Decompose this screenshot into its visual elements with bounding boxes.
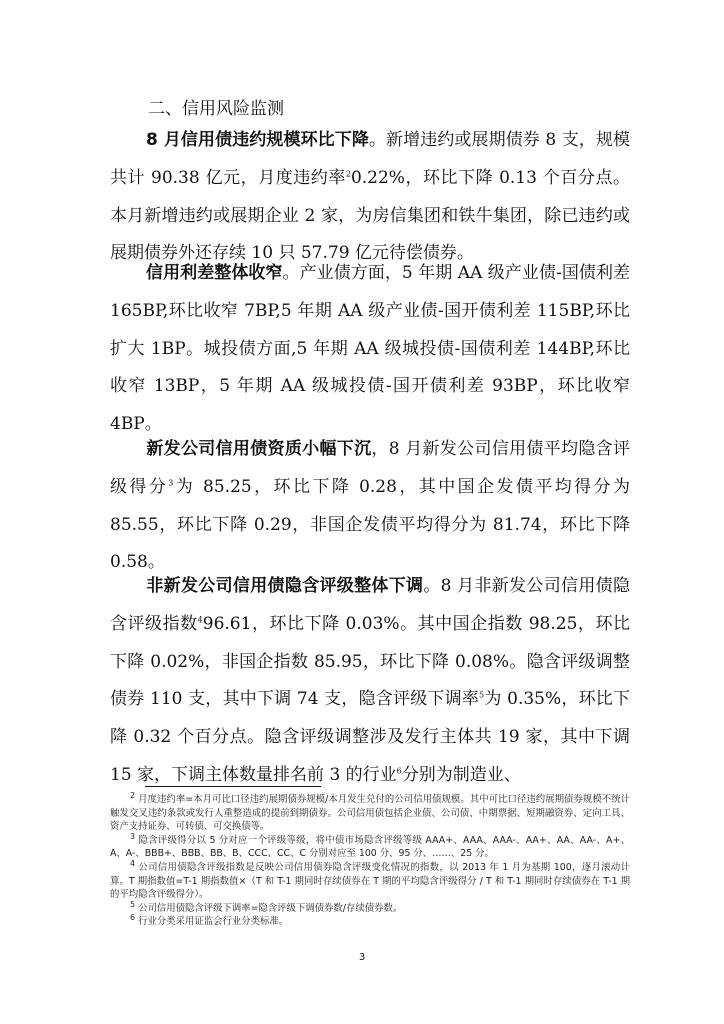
footnote-text: 公司信用债隐含评级指数是反映公司信用债券隐含评级变化情况的指数，以 2013 年 1 月为基期 100，逐月滚动计算。T 期指数值=T-1 期指数值×（T 和 T-1 期同时存续债券在 T 期的平均隐含评级得分 / T 和 T-1 期同时存续债券在 T-1 期的平均隐含评级得分）。: [110, 861, 630, 901]
footnote-ref[interactable]: 4: [197, 615, 203, 625]
footnote-ref[interactable]: 5: [479, 690, 485, 700]
footnote-text: 公司信用债隐含评级下调率=隐含评级下调债券数/存续债券数。: [135, 902, 403, 914]
paragraph-lead: 新发公司信用债资质小幅下沉: [146, 439, 372, 459]
footnote: [110, 899, 630, 916]
footnotes: [110, 790, 630, 929]
footnote-mark: 4: [130, 858, 136, 868]
paragraph-text: 分别为制造业、: [401, 764, 521, 785]
footnote: [110, 858, 630, 902]
paragraph-text: ，8 月新发公司信用债平均隐含评级得分: [110, 439, 630, 497]
paragraph-text: 96.61，环比下降 0.03%。其中国企指数 98.25，环比下降 0.02%，非国企指数 85.95，环比下降 0.08%。隐含评级调整债券 110 支，其中下调 74 支，隐含评级下调率: [110, 613, 630, 710]
paragraph-text: 。产业债方面，5 年期 AA 级产业债-国债利差 165BP,环比收窄 7BP,5 年期 AA 级产业债-国开债利差 115BP,环比扩大 1BP。城投债方面,5 年期 AA 级城投债-国债利差 144BP,环比收窄 13BP，5 年期 AA 级城投债-国开债利差 93BP，环比收窄 4BP。: [110, 263, 631, 435]
footnote-text: 隐含评级得分以 5 分对应一个评级等级，将中债市场隐含评级等级 AAA+、AAA、AAA-、AA+、AA、AA-、A+、A、A-、BBB+、BBB、BB、B、CCC、CC、C 分别对应至 100 分、95 分、……、25 分。: [110, 834, 630, 860]
footnote: [110, 915, 630, 929]
paragraph-lead: 8 月信用债违约规模环比下降: [146, 130, 369, 150]
footnote-mark: 2: [130, 790, 136, 800]
footnote-ref[interactable]: 3: [168, 478, 174, 488]
footnote-ref[interactable]: 2: [345, 169, 351, 179]
paragraph-credit-spread: [110, 255, 630, 444]
paragraph-lead: 非新发公司信用债隐含评级整体下调: [146, 576, 424, 596]
paragraph-text: 为 0.35%，环比下降 0.32 个百分点。隐含评级调整涉及发行主体共 19 家，其中下调 15 家，下调主体数量排名前 3 的行业: [110, 689, 630, 785]
paragraph-text: 。新增违约或展期债券 8 支，规模共计 90.38 亿元，月度违约率: [110, 130, 630, 188]
paragraph-text: 0.22%，环比下降 0.13 个百分点。本月新增违约或展期企业 2 家，为房信集团和铁牛集团，除已违约或展期债券外还存续 10 只 57.79 亿元待偿债券。: [110, 167, 630, 264]
footnote: [110, 831, 630, 861]
paragraph-text: 为 85.25，环比下降 0.28，其中国企发债平均得分为 85.55，环比下降 0.29，非国企发债平均得分为 81.74，环比下降 0.58。: [110, 476, 631, 573]
paragraph-text: 。8 月非新发公司信用债隐含评级指数: [110, 576, 630, 634]
footnote-mark: 3: [130, 831, 136, 841]
paragraph-implied-rating: [110, 568, 630, 795]
paragraph-default-scale: [110, 122, 630, 273]
section-heading: 二、信用风险监测: [148, 99, 284, 119]
footnote-divider: [145, 786, 321, 787]
footnote-ref[interactable]: 6: [396, 766, 402, 776]
footnote-text: 行业分类采用证监会行业分类标准。: [135, 916, 289, 928]
page-number: 3: [358, 952, 366, 963]
footnote-mark: 5: [130, 899, 136, 909]
paragraph-new-issue-quality: [110, 431, 630, 582]
footnote-mark: 6: [130, 913, 136, 923]
footnote: [110, 790, 630, 834]
paragraph-lead: 信用利差整体收窄: [146, 263, 283, 283]
footnote-text: 月度违约率=本月可比口径违约展期债券规模/本月发生兑付的公司信用债规模。其中可比口径违约展期债券规模不统计触发交叉违约条款或发行人重整造成的提前到期债券。公司信用债包括企业债、公司债、中期票据、短期融资券、定向工具、资产支持证券、可转债、可交换债等。: [110, 794, 630, 833]
